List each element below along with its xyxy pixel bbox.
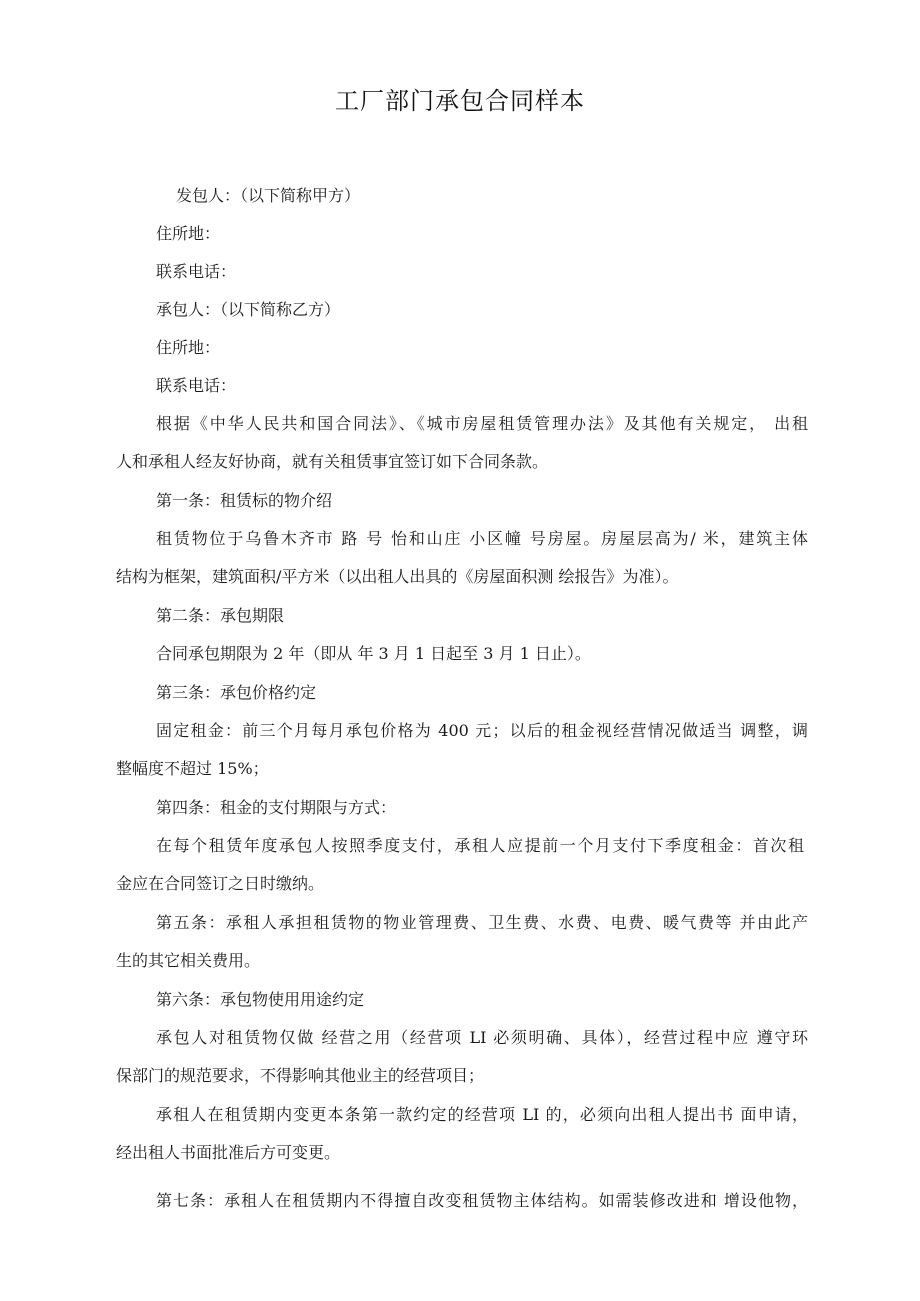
- document-title: 工厂部门承包合同样本: [335, 87, 585, 115]
- article-4-line-2: 金应在合同签订之日时缴纳。: [116, 874, 325, 893]
- article-6-line-2: 保部门的规范要求，不得影响其他业主的经营项目；: [116, 1066, 485, 1085]
- article-2-heading: 第二条：承包期限: [156, 606, 285, 625]
- article-7-line-1: 第七条：承租人在租赁期内不得擅自改变租赁物主体结构。如需装修改进和 增设他物，: [156, 1191, 808, 1210]
- article-6-line-4: 经出租人书面批准后方可变更。: [116, 1143, 341, 1162]
- party-a-phone: 联系电话：: [156, 262, 237, 281]
- article-4-heading: 第四条：租金的支付期限与方式：: [156, 798, 397, 817]
- party-a-label: 发包人：（以下简称甲方）: [176, 186, 361, 205]
- article-6-line-3: 承租人在租赁期内变更本条第一款约定的经营项 LI 的，必须向出租人提出书 面申请，: [156, 1105, 808, 1124]
- article-6-line-1: 承包人对租赁物仅做 经营之用（经营项 LI 必须明确、具体），经营过程中应 遵守环: [156, 1028, 808, 1047]
- party-b-phone: 联系电话：: [156, 376, 237, 395]
- article-6-heading: 第六条：承包物使用用途约定: [156, 990, 365, 1009]
- party-b-label: 承包人：（以下简称乙方）: [156, 300, 341, 319]
- article-5-line-1: 第五条：承租人承担租赁物的物业管理费、卫生费、水费、电费、暖气费等 并由此产: [156, 913, 808, 932]
- party-a-address: 住所地：: [156, 224, 221, 243]
- article-1-line-1: 租赁物位于乌鲁木齐市 路 号 怡和山庄 小区幢 号房屋。房屋层高为/ 米，建筑主体: [156, 529, 808, 548]
- article-2-line-1: 合同承包期限为 2 年（即从 年 3 月 1 日起至 3 月 1 日止）。: [156, 644, 591, 663]
- article-3-line-2: 整幅度不超过 15%；: [116, 759, 269, 778]
- party-b-address: 住所地：: [156, 338, 221, 357]
- article-5-line-2: 生的其它相关费用。: [116, 951, 261, 970]
- preamble-line-1: 根据《中华人民共和国合同法》、《城市房屋租赁管理办法》及其他有关规定， 出租: [156, 414, 808, 433]
- article-1-heading: 第一条：租赁标的物介绍: [156, 491, 333, 510]
- article-4-line-1: 在每个租赁年度承包人按照季度支付，承租人应提前一个月支付下季度租金：首次租: [156, 836, 804, 855]
- article-3-line-1: 固定租金：前三个月每月承包价格为 400 元；以后的租金视经营情况做适当 调整，调: [156, 721, 808, 740]
- article-1-line-2: 结构为框架，建筑面积/平方米（以出租人出具的《房屋面积测 绘报告》为准）。: [116, 567, 679, 586]
- article-3-heading: 第三条：承包价格约定: [156, 683, 317, 702]
- preamble-line-2: 人和承租人经友好协商，就有关租赁事宜签订如下合同条款。: [116, 452, 549, 471]
